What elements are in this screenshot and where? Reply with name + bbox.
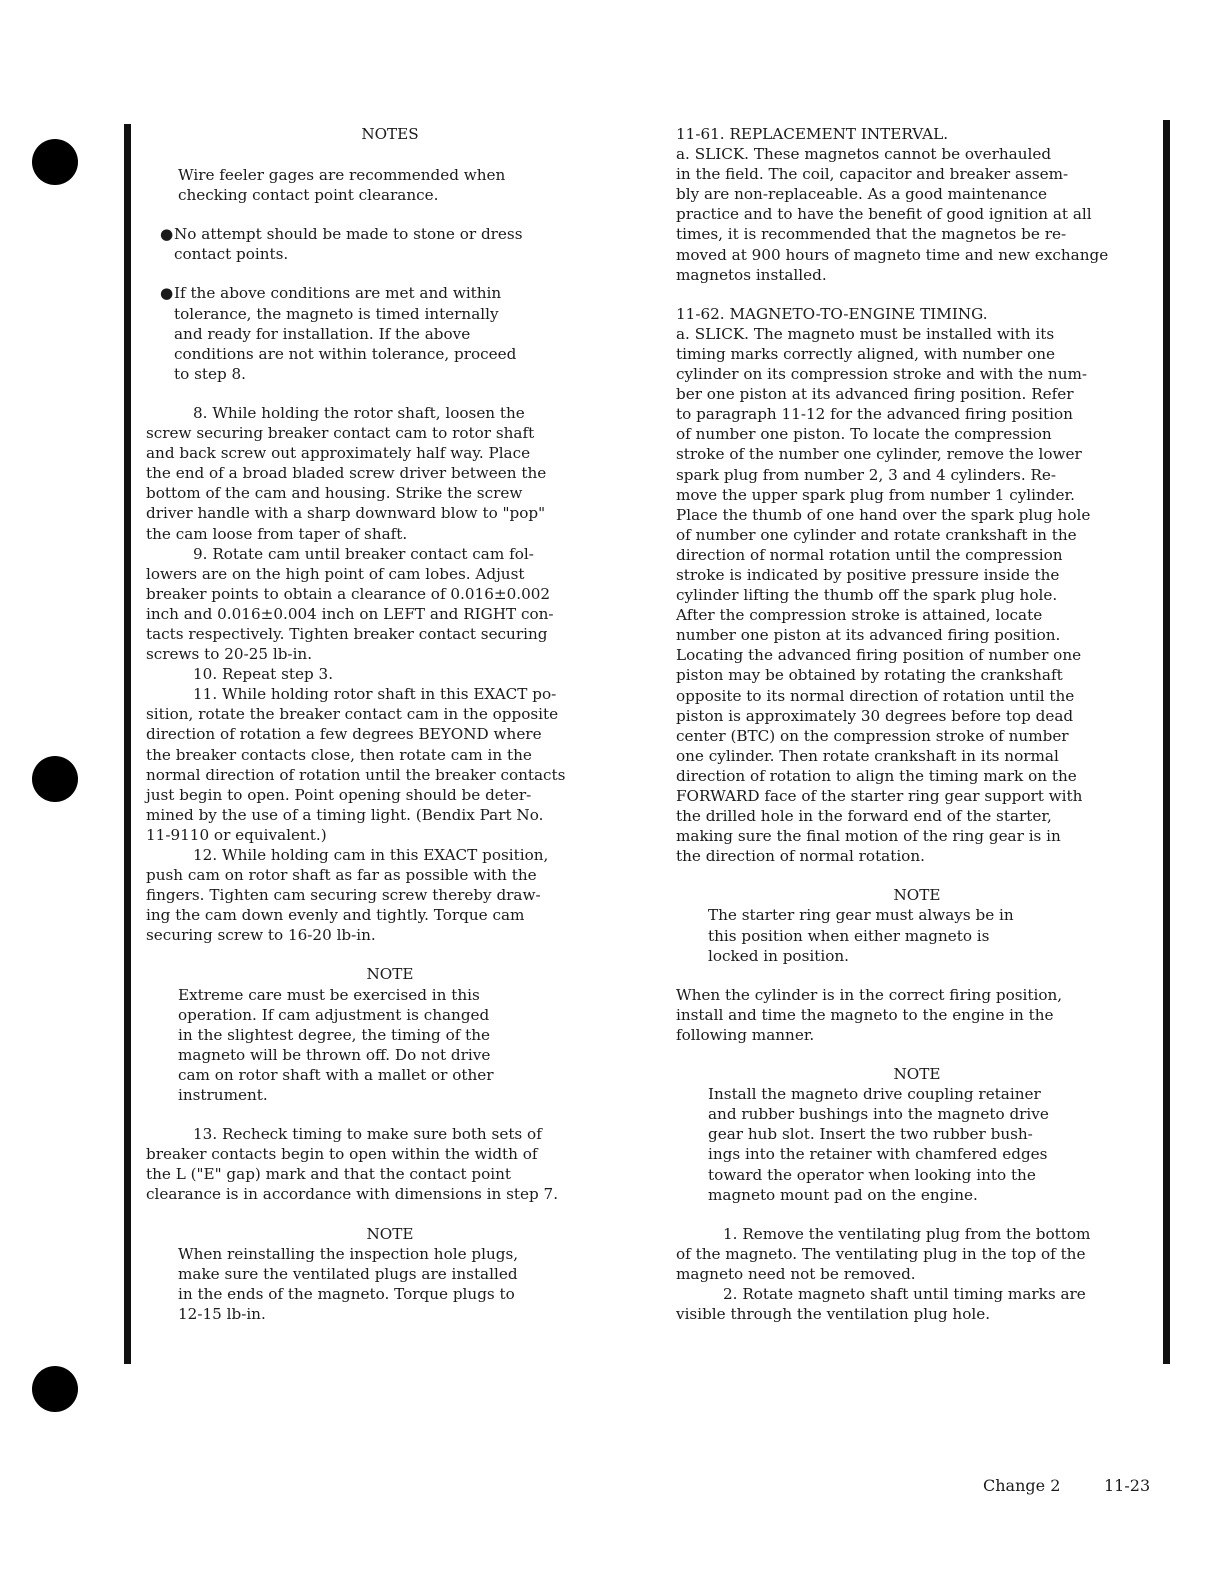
notes-intro: Wire feeler gages are recommended when checking contact point clearance. [178,166,506,205]
step-13: 13. Recheck timing to make sure both sets of breaker contacts begin to open within the width of the L ("E" gap) mark and that the contact point clearance is in accordance with dimensions in step 7. [146,1125,559,1204]
bullet-icon: ● [160,225,174,244]
step-8: 8. While holding the rotor shaft, loosen the screw securing breaker contact cam to rotor shaft and back screw out approximately half way. Place the end of a broad bladed screw driver between the bottom of the cam and housing. Strike the screw driver handle with a sharp downward blow to "pop" the cam loose from taper of shaft. [146,403,547,543]
notes-title: NOTES [361,125,419,143]
note-body: Extreme care must be exercised in this operation. If cam adjustment is changed in the slightest degree, the timing of the magneto will be thrown off. Do not drive cam on rotor shaft with a mallet or other instrument. [178,985,494,1105]
paragraph-replacement-interval: a. SLICK. These magnetos cannot be overhauled in the field. The coil, capacitor and breaker assem- bly are non-replaceable. As a good maintenance practice and to have the benefit of good ignition at all times, it is recommended that the magnetos be re- moved at 900 hours of magneto time and new exchange magnetos installed. [676,145,1109,284]
left-column [146,124,634,1324]
note-body: Install the magneto drive coupling retainer and rubber bushings into the magneto drive gear hub slot. Insert the two rubber bush- ings into the retainer with chamfered edges toward the operator when looking into the magneto mount pad on the engine. [708,1085,1049,1204]
change-bar-left [124,124,131,1364]
binder-hole-top [32,139,78,185]
right-column [676,124,1158,1324]
section-heading-11-61: 11-61. REPLACEMENT INTERVAL. [676,125,949,143]
note-title: NOTE [893,1065,941,1084]
footer-change-label: Change 2 [983,1476,1061,1495]
bullet-item: ● No attempt should be made to stone or dress contact points. [160,225,523,264]
footer-page-number: 11-23 [1104,1476,1151,1495]
bullet-item: ● If the above conditions are met and within tolerance, the magneto is timed internally and ready for installation. If the above conditions are not within tolerance, proceed to step 8. [160,284,517,383]
step-2: 2. Rotate magneto shaft until timing marks are visible through the ventilation plug hole. [676,1284,1086,1324]
step-12: 12. While holding cam in this EXACT position, push cam on rotor shaft as far as possible with the fingers. Tighten cam securing screw thereby draw- ing the cam down evenly and tightly. Torque cam securing screw to 16-20 lb-in. [146,846,549,945]
note-title: NOTE [366,965,414,984]
paragraph-magneto-timing: a. SLICK. The magneto must be installed with its timing marks correctly aligned, with number one cylinder on its compression stroke and with the num- ber one piston at its advanced firing position. Refer to paragraph 11-12 for the advanced firing position of number one piston. To locate the compression stroke of the number one cylinder, remove the lower spark plug from number 2, 3 and 4 cylinders. Re- move the upper spark plug from number 1 cylinder. Place the thumb of one hand over the spark plug hole of number one cylinder and rotate crankshaft in the direction of normal rotation until the compression stroke is indicated by positive pressure inside the cylinder lifting the thumb off the spark plug hole. After the compression stroke is attained, locate number one piston at its advanced firing position. Locating the advanced firing position of number one piston may be obtained by rotating the crankshaft opposite to its normal direction of rotation until the piston is approximately 30 degrees before top dead center (BTC) on the compression stroke of number one cylinder. Then rotate crankshaft in its normal direction of rotation to align the timing mark on the FORWARD face of the starter ring gear support with the drilled hole in the forward end of the starter, making sure the final motion of the ring gear is in the direction of normal rotation. [676,324,1091,866]
section-heading-11-62: 11-62. MAGNETO-TO-ENGINE TIMING. [676,304,988,323]
note-title: NOTE [366,1224,414,1243]
change-bar-right [1163,120,1170,1364]
step-11: 11. While holding rotor shaft in this EXACT po- sition, rotate the breaker contact cam in the opposite direction of rotation a few degrees BEYOND where the breaker contacts close, then rotate cam in the normal direction of rotation until the breaker contacts just begin to open. Point opening should be deter- mined by the use of a timing light. (Bendix Part No. 11-9110 or equivalent.) [146,685,566,844]
note-title: NOTE [893,886,941,905]
step-9: 9. Rotate cam until breaker contact cam fol- lowers are on the high point of cam lobes. Adjust breaker points to obtain a clearance of 0.016±0.002 inch and 0.016±0.004 inch on LEFT and RIGHT con- tacts respectively. Tighten breaker contact securing screws to 20-25 lb-in. [146,544,554,664]
paragraph-firing-position: When the cylinder is in the correct firing position, install and time the magneto to the engine in the following manner. [676,985,1063,1044]
bullet-icon: ● [160,284,174,303]
step-10: 10. Repeat step 3. [193,665,334,684]
step-1: 1. Remove the ventilating plug from the bottom of the magneto. The ventilating plug in the top of the magneto need not be removed. [676,1224,1091,1283]
binder-hole-bottom [32,1366,78,1412]
note-body: The starter ring gear must always be in this position when either magneto is locked in position. [708,906,1014,965]
note-body: When reinstalling the inspection hole plugs, make sure the ventilated plugs are installed in the ends of the magneto. Torque plugs to 12-15 lb-in. [178,1244,519,1323]
binder-hole-middle [32,756,78,802]
